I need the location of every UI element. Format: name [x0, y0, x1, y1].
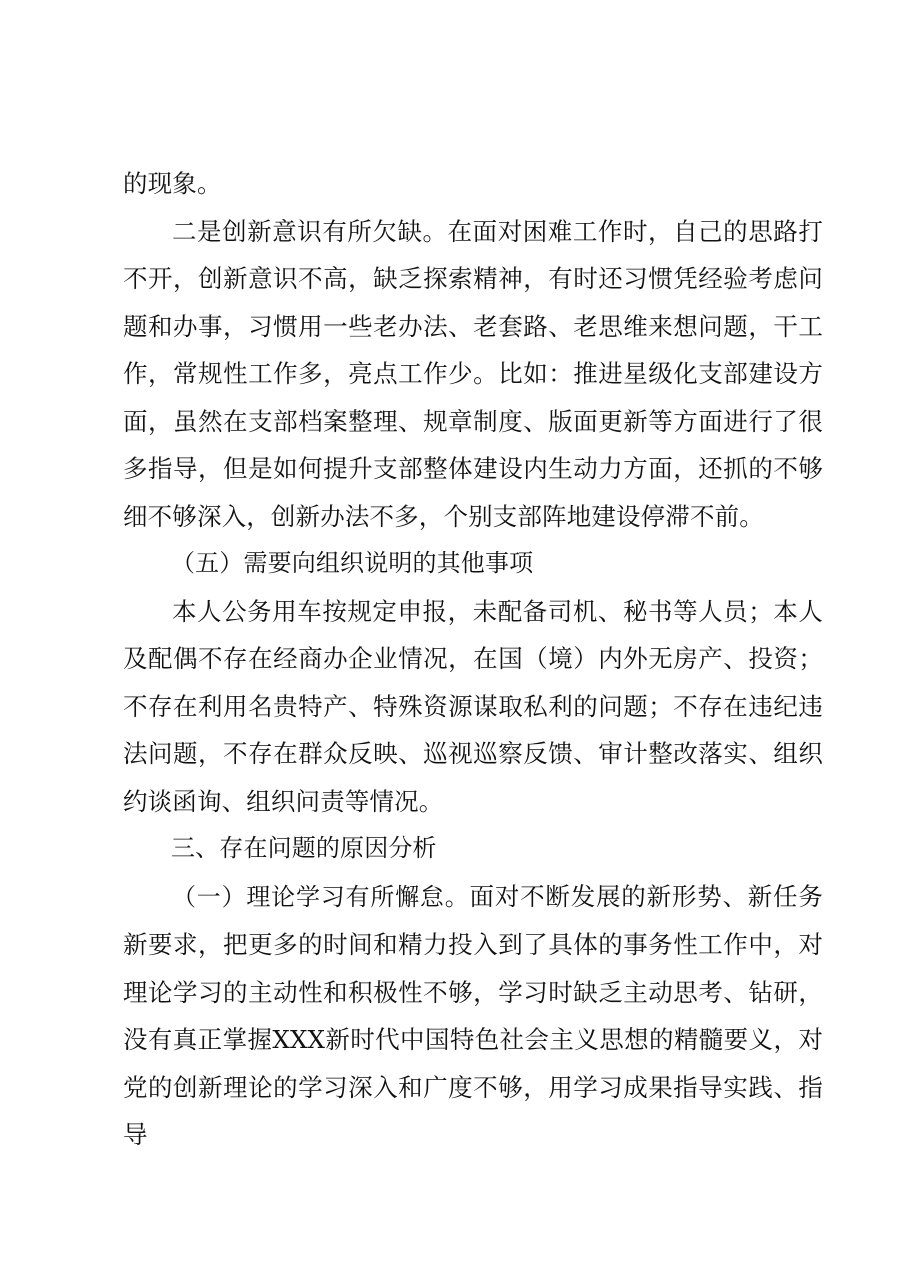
paragraph-innovation: 二是创新意识有所欠缺。在面对困难工作时，自己的思路打不开，创新意识不高，缺乏探索精神，有时还习惯凭经验考虑问题和办事，习惯用一些老办法、老套路、老思维来想问题，干工作，常规性工作多，亮点工作少。比如：推进星级化支部建设方面，虽然在支部档案整理、规章制度、版面更新等方面进行了很多指导，但是如何提升支部整体建设内生动力方面，还抓的不够细不够深入，创新办法不多，个别支部阵地建设停滞不前。 [123, 216, 823, 531]
paragraph-run-in-heading: （一）理论学习有所懈怠。 [172, 882, 470, 911]
document-body [123, 160, 823, 1159]
section-heading-other-matters: （五）需要向组织说明的其他事项 [171, 549, 534, 577]
section-heading-cause-analysis: 三、存在问题的原因分析 [171, 834, 437, 862]
paragraph-continuation: 的现象。 [123, 169, 222, 198]
paragraph-theory-study-body: 面对不断发展的新形势、新任务新要求，把更多的时间和精力投入到了具体的事务性工作中，对理论学习的主动性和积极性不够，学习时缺乏主动思考、钻研，没有真正掌握XXX新时代中国特色社会主义思想的精髓要义，对党的创新理论的学习深入和广度不够，用学习成果指导实践、指导 [123, 881, 823, 1149]
paragraph-theory-study [123, 873, 823, 1159]
paragraph-other-matters: 本人公务用车按规定申报，未配备司机、秘书等人员；本人及配偶不存在经商办企业情况，在国（境）内外无房产、投资；不存在利用名贵特产、特殊资源谋取私利的问题；不存在违纪违法问题，不存在群众反映、巡视巡察反馈、审计整改落实、组织约谈函询、组织问责等情况。 [123, 596, 823, 816]
